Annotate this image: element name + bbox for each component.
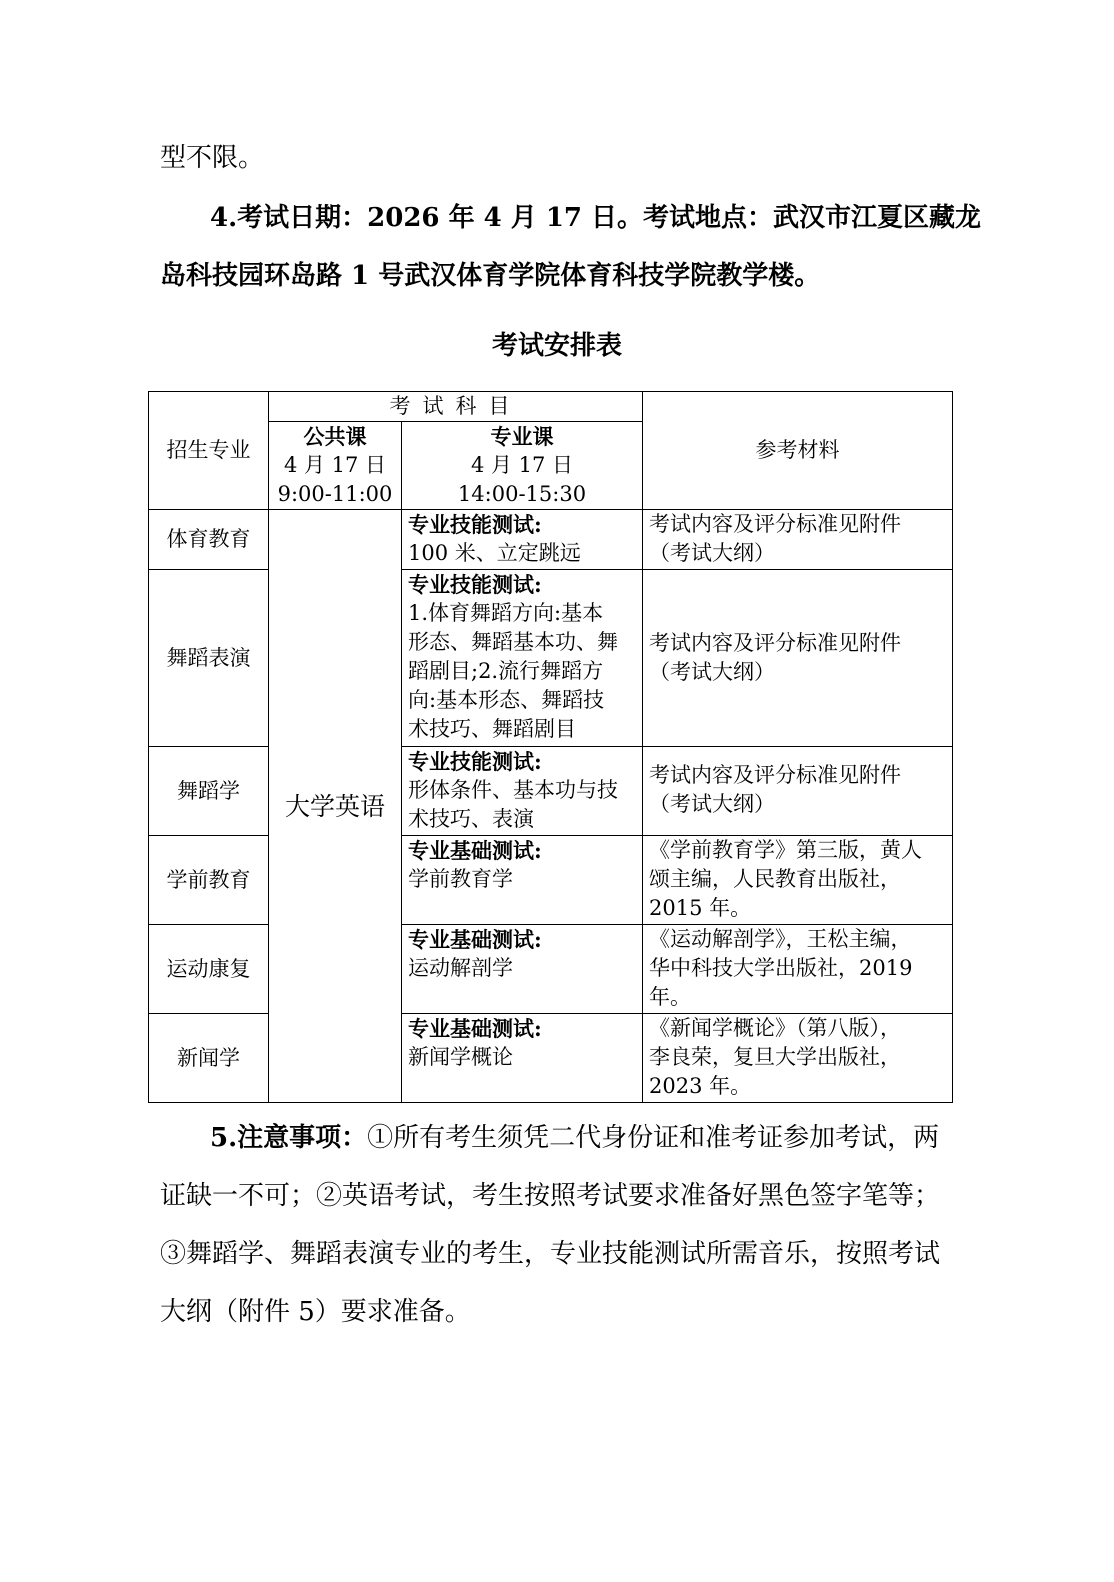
header-reference: 参考材料 [643,392,953,510]
table-row [149,510,953,570]
row-test-content: 专业基础测试: 学前教育学 [402,836,643,925]
header-pro-course: 专业课 4 月 17 日 14:00-15:30 [402,422,643,510]
exam-date-location-line1: 4.考试日期：2026 年 4 月 17 日。考试地点：武汉市江夏区藏龙 [210,203,982,233]
paragraph-continuation: 型不限。 [160,143,265,173]
exam-schedule-table [148,391,953,1103]
row-test-content: 专业技能测试: 100 米、立定跳远 [402,510,643,570]
row-major: 舞蹈表演 [149,570,269,747]
row-test-content: 专业基础测试: 运动解剖学 [402,925,643,1014]
public-subject: 大学英语 [269,510,402,1103]
row-reference: 《运动解剖学》，王松主编， 华中科技大学出版社，2019 年。 [643,925,953,1014]
row-test-content: 专业技能测试: 形体条件、基本功与技 术技巧、表演 [402,747,643,836]
row-reference: 《学前教育学》第三版，黄人 颂主编，人民教育出版社， 2015 年。 [643,836,953,925]
notes-line3: ③舞蹈学、舞蹈表演专业的考生，专业技能测试所需音乐，按照考试 [160,1239,941,1269]
row-test-content: 专业技能测试: 1.体育舞蹈方向:基本 形态、舞蹈基本功、舞 蹈剧目;2.流行舞蹈方 向:基本形态、舞蹈技 术技巧、舞蹈剧目 [402,570,643,747]
table-header-row-1 [149,392,953,422]
header-major: 招生专业 [149,392,269,510]
table-title: 考试安排表 [491,331,622,361]
header-public-course: 公共课 4 月 17 日 9:00-11:00 [269,422,402,510]
notes-line4: 大纲（附件 5）要求准备。 [160,1297,471,1327]
row-reference: 考试内容及评分标准见附件 （考试大纲） [643,510,953,570]
row-reference: 《新闻学概论》（第八版）， 李良荣，复旦大学出版社， 2023 年。 [643,1014,953,1103]
row-test-content: 专业基础测试: 新闻学概论 [402,1014,643,1103]
notes-line2: 证缺一不可；②英语考试，考生按照考试要求准备好黑色签字笔等； [160,1181,941,1211]
header-subjects: 考试科目 [269,392,643,422]
row-major: 学前教育 [149,836,269,925]
row-major: 运动康复 [149,925,269,1014]
notes-line1: 5.注意事项：①所有考生须凭二代身份证和准考证参加考试，两 [210,1123,940,1153]
row-major: 新闻学 [149,1014,269,1103]
row-reference: 考试内容及评分标准见附件 （考试大纲） [643,570,953,747]
row-major: 体育教育 [149,510,269,570]
row-major: 舞蹈学 [149,747,269,836]
exam-date-location-line2: 岛科技园环岛路 1 号武汉体育学院体育科技学院教学楼。 [160,261,821,291]
row-reference: 考试内容及评分标准见附件 （考试大纲） [643,747,953,836]
